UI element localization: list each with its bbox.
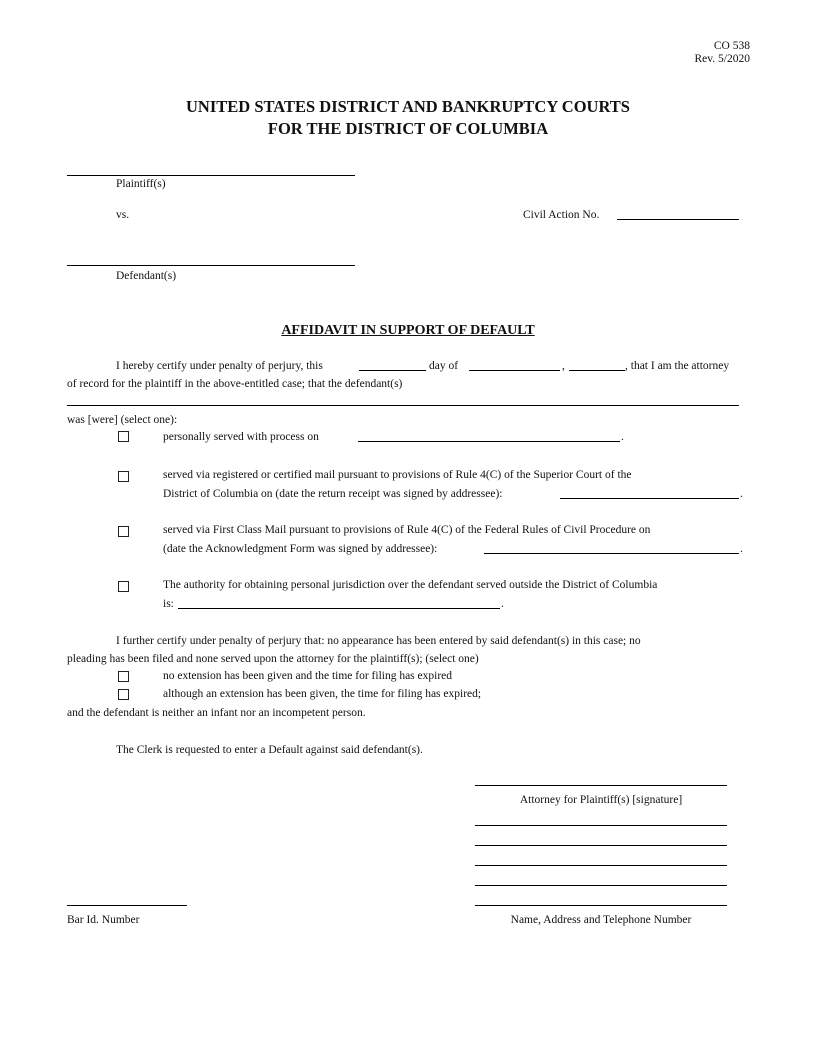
period: . <box>740 543 743 555</box>
was-were-label: was [were] (select one): <box>67 414 178 426</box>
bar-id-label: Bar Id. Number <box>67 914 140 926</box>
no-extension-checkbox[interactable] <box>118 671 129 682</box>
certify-text-line2: of record for the plaintiff in the above-entitled case; that the defendant(s) <box>67 378 403 390</box>
option-jurisdiction-line1: The authority for obtaining personal jurisdiction over the defendant served outside the District of Columbia <box>163 579 658 591</box>
certify-text-2: day of <box>429 360 459 372</box>
option-certified-mail-line2: District of Columbia on (date the return receipt was signed by addressee): <box>163 488 503 500</box>
attorney-signature-label: Attorney for Plaintiff(s) [signature] <box>519 794 683 806</box>
extension-expired-label: although an extension has been given, the time for filing has expired; <box>163 688 482 700</box>
name-address-label: Name, Address and Telephone Number <box>510 914 692 926</box>
year-line[interactable] <box>569 370 625 371</box>
day-line[interactable] <box>359 370 426 371</box>
month-line[interactable] <box>469 370 560 371</box>
option-certified-mail-checkbox[interactable] <box>118 471 129 482</box>
civil-action-number-line[interactable] <box>617 219 739 220</box>
further-certify-line2: pleading has been filed and none served upon the attorney for the plaintiff(s); (select one) <box>67 653 479 665</box>
court-title-line1: UNITED STATES DISTRICT AND BANKRUPTCY COURTS <box>186 97 630 116</box>
defendant-name-line[interactable] <box>67 265 355 266</box>
option-first-class-mail-line1: served via First Class Mail pursuant to provisions of Rule 4(C) of the Federal Rules of Civil Procedure on <box>163 524 651 536</box>
personal-service-date-line[interactable] <box>358 441 620 442</box>
further-certify-line1: I further certify under penalty of perjury that: no appearance has been entered by said defendant(s) in this case; no <box>116 635 641 647</box>
address-line-5[interactable] <box>475 905 727 906</box>
address-line-4[interactable] <box>475 885 727 886</box>
clerk-request: The Clerk is requested to enter a Default against said defendant(s). <box>116 744 423 756</box>
address-line-3[interactable] <box>475 865 727 866</box>
form-revision: Rev. 5/2020 <box>694 53 750 65</box>
defendant-label: Defendant(s) <box>116 270 177 282</box>
option-jurisdiction-line2: is: <box>163 598 174 610</box>
jurisdiction-basis-line[interactable] <box>178 608 500 609</box>
option-first-class-mail-line2: (date the Acknowledgment Form was signed by addressee): <box>163 543 438 555</box>
plaintiff-label: Plaintiff(s) <box>116 178 166 190</box>
acknowledgment-date-line[interactable] <box>484 553 739 554</box>
form-code: CO 538 <box>713 40 750 52</box>
affidavit-title: AFFIDAVIT IN SUPPORT OF DEFAULT <box>281 323 535 338</box>
address-line-2[interactable] <box>475 845 727 846</box>
period: . <box>501 598 504 610</box>
return-receipt-date-line[interactable] <box>560 498 739 499</box>
option-certified-mail-line1: served via registered or certified mail pursuant to provisions of Rule 4(C) of the Superior Court of the <box>163 469 632 481</box>
certify-comma: , <box>562 360 565 372</box>
bar-id-line[interactable] <box>67 905 187 906</box>
vs-label: vs. <box>116 209 130 221</box>
period: . <box>740 488 743 500</box>
civil-action-label: Civil Action No. <box>523 209 600 221</box>
court-title-line2: FOR THE DISTRICT OF COLUMBIA <box>267 119 549 138</box>
no-extension-label: no extension has been given and the time for filing has expired <box>163 670 453 682</box>
infant-incompetent-statement: and the defendant is neither an infant nor an incompetent person. <box>67 707 366 719</box>
certify-text-3: , that I am the attorney <box>625 360 730 372</box>
option-personal-service-label: personally served with process on <box>163 431 319 443</box>
address-line-1[interactable] <box>475 825 727 826</box>
attorney-signature-line[interactable] <box>475 785 727 786</box>
option-first-class-mail-checkbox[interactable] <box>118 526 129 537</box>
plaintiff-name-line[interactable] <box>67 175 355 176</box>
certify-text-1: I hereby certify under penalty of perjury, this <box>116 360 323 372</box>
extension-expired-checkbox[interactable] <box>118 689 129 700</box>
option-personal-service-checkbox[interactable] <box>118 431 129 442</box>
period: . <box>621 431 624 443</box>
defendant-names-line[interactable] <box>67 405 739 406</box>
option-jurisdiction-checkbox[interactable] <box>118 581 129 592</box>
